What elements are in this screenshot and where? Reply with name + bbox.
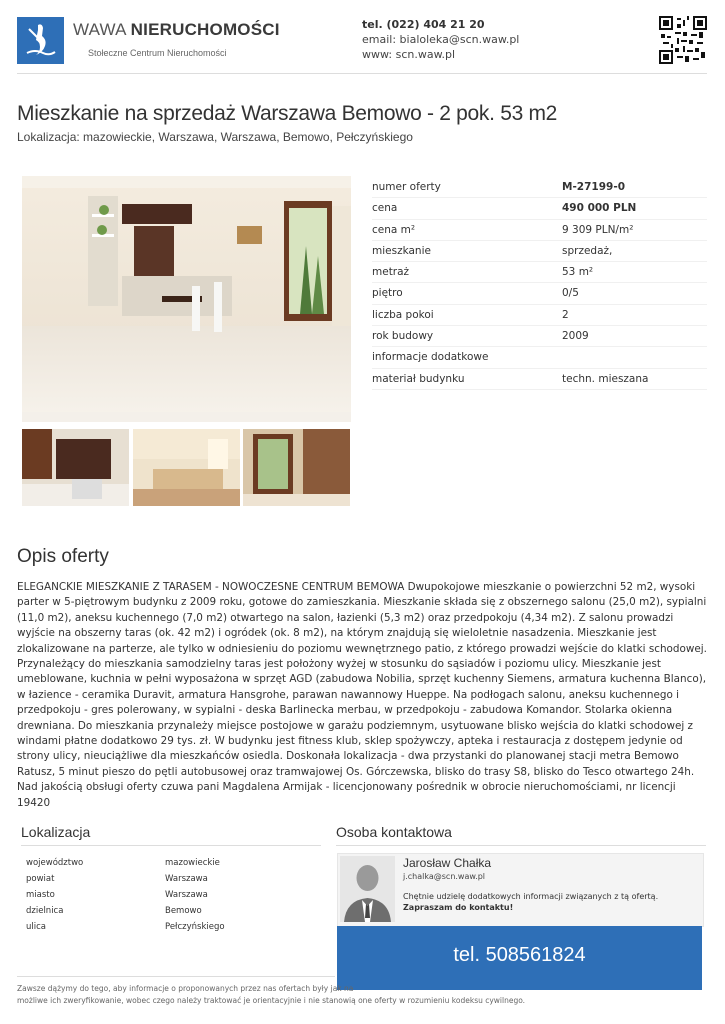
floor: 0/5 — [562, 287, 579, 300]
agent-message: Chętnie udzielę dodatkowych informacji związanych z tą ofertą. Zapraszam do kontaktu! — [403, 892, 659, 912]
mermaid-icon — [17, 17, 64, 64]
location-heading: Lokalizacja — [21, 824, 91, 840]
price-per-m2: 9 309 PLN/m² — [562, 223, 634, 236]
listing-title: Mieszkanie na sprzedaż Warszawa Bemowo - 2 pok. 53 m2 — [17, 102, 558, 125]
detail-row: materiał budynku techn. mieszana — [372, 369, 707, 390]
agent-name: Jarosław Chałka — [403, 856, 492, 870]
offer-details-table — [372, 177, 707, 390]
detail-row: cena m² 9 309 PLN/m² — [372, 220, 707, 241]
agent-email[interactable]: j.chalka@scn.waw.pl — [403, 872, 486, 881]
detail-row: numer oferty M-27199-0 — [372, 177, 707, 198]
area: 53 m² — [562, 266, 594, 279]
agency-email[interactable]: email: bialoleka@scn.waw.pl — [362, 33, 520, 46]
building-material: techn. mieszana — [562, 372, 649, 385]
qr-code — [659, 16, 707, 64]
thumbnail-photo[interactable] — [22, 429, 129, 506]
offer-number: M-27199-0 — [562, 181, 625, 193]
footer-divider — [17, 976, 335, 977]
agency-phone[interactable]: tel. (022) 404 21 20 — [362, 18, 485, 31]
agent-avatar — [340, 856, 395, 922]
detail-row: liczba pokoi 2 — [372, 305, 707, 326]
build-year: 2009 — [562, 330, 589, 343]
agent-phone[interactable]: tel. 508561824 — [453, 944, 586, 966]
company-logo — [17, 17, 64, 64]
thumbnail-photo[interactable] — [133, 429, 240, 506]
agency-contact — [362, 17, 519, 62]
brand-name: WAWA NIERUCHOMOŚCI — [73, 20, 280, 39]
thumbnail-photo[interactable] — [243, 429, 350, 506]
location-divider — [21, 845, 321, 846]
contact-divider — [336, 845, 706, 846]
detail-row: metraż 53 m² — [372, 262, 707, 283]
description-heading: Opis oferty — [17, 546, 109, 567]
brand-subtitle: Stołeczne Centrum Nieruchomości — [88, 48, 227, 58]
detail-row: cena 490 000 PLN — [372, 198, 707, 219]
contact-heading: Osoba kontaktowa — [336, 824, 452, 840]
main-photo[interactable] — [22, 176, 351, 422]
detail-row: piętro 0/5 — [372, 283, 707, 304]
listing-location: Lokalizacja: mazowieckie, Warszawa, Warszawa, Bemowo, Pełczyńskiego — [17, 130, 413, 144]
price: 490 000 PLN — [562, 202, 637, 215]
header-divider — [17, 73, 707, 74]
detail-row: rok budowy 2009 — [372, 326, 707, 347]
agency-www[interactable]: www: scn.waw.pl — [362, 48, 456, 61]
rooms: 2 — [562, 308, 569, 321]
detail-row: mieszkanie sprzedaż, — [372, 241, 707, 262]
footer-disclaimer: Zawsze dążymy do tego, aby informacje o proponowanych przez nas ofertach były jak na możliwe ich zweryfikowanie, wobec czego należy traktować je orientacyjnie i nie stanowią one oferty w rozumieniu kodeksu cywilnego. — [17, 984, 526, 1005]
detail-row: informacje dodatkowe — [372, 347, 707, 368]
description-text: ELEGANCKIE MIESZKANIE Z TARASEM - NOWOCZESNE CENTRUM BEMOWA Dwupokojowe mieszkanie o powierzchni 52 m2, wysoki parter w 5-piętrowym budynku z 2009 roku, gotowe do zamieszkania. Mieszkanie składa się z obszernego salonu (25,0 m2), sypialni (11,0 m2), aneksu kuchennego (7,0 m2) otwartego na salon, łazienki (5,3 m2) oraz przedpokoju (4,34 m2). Z salonu prowadzi wyjście na obszerny taras (ok. 42 m2) i ogródek (ok. 8 m2), na którym znajdują się wieloletnie nasadzenia. Mieszkanie jest zlokalizowane na parterze, ale tylko w odniesieniu do poziomu wewnętrznego patio, z którego prowadzi wejście do klatki schodowej. Przynależący do mieszkania samodzielny taras jest położony wyżej w stosunku do sąsiadów i poziomu ulicy. Mieszkanie jest umeblowane, kuchnia w pełni wyposażona w sprzęt AGD (zabudowa Nobilia, sprzęt kuchenny Siemens, armatura kuchenna Blanco), w łazience - ceramika Duravit, armatura Hansgrohe, parawan nawannowy Hueppe. Na podłogach salonu, aneksu kuchennego i przedpokoju - gres polerowany, w sypialni - deska Barlinecka merbau, w przedpokoju - zabudowa Komandor. Stolarka okienna drewniana. Do mieszkania przynależy miejsce postojowe w garażu podziemnym, usytuowane blisko wejścia do klatki schodowej z windami płatne dodatkowo 29 tys. zł. W budynku jest fitness klub, sklep spożywczy, apteka i restauracja z dostępem jedynie od strony ulicy, nieuciążliwe dla mieszkańców osiedla. Doskonała lokalizacja - dwa przystanki do planowanej stacji metra Bemowo Ratusz, 5 minut pieszo do pętli autobusowej oraz tramwajowej Os. Górczewska, blisko do trasy S8, blisko do Tesco otwartego 24h. Nad jakością obsługi oferty czuwa pani Magdalena Armijak - licencjonowany pośrednik w obrocie nieruchomościami, nr licencji 19420 — [17, 581, 707, 809]
